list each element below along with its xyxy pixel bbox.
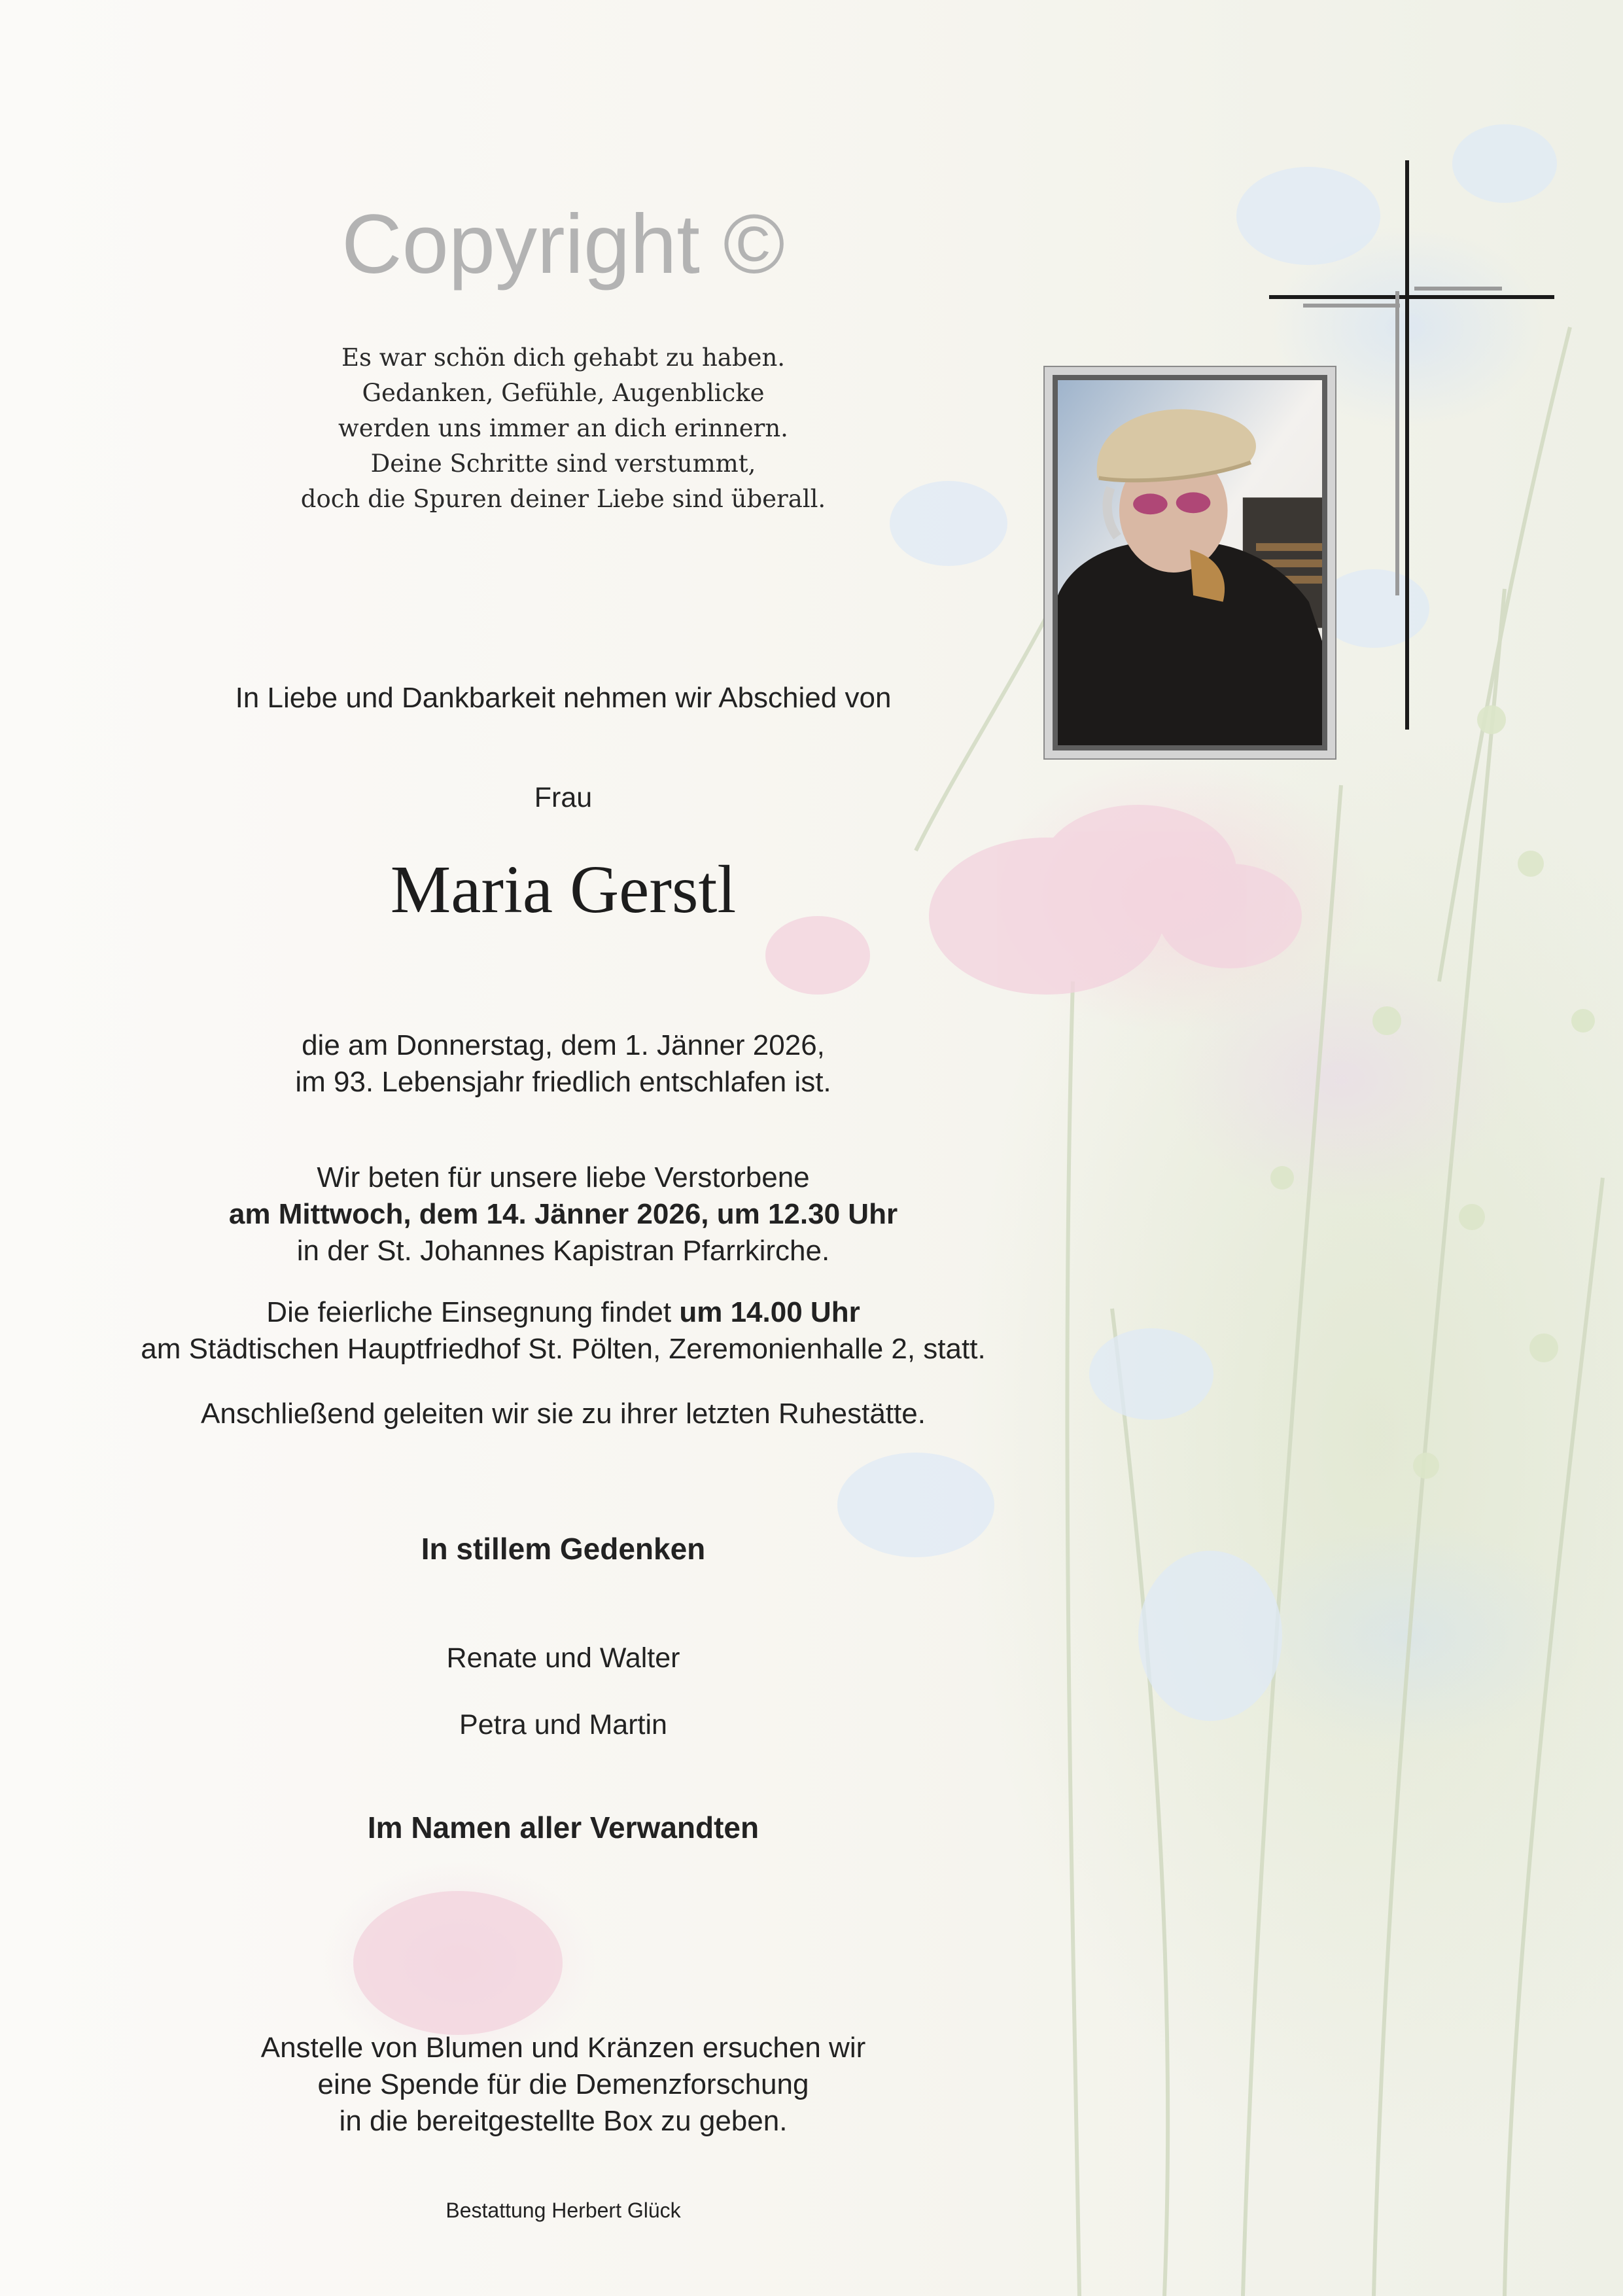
- blessing-time-line: [0, 1294, 1126, 1331]
- relatives-heading: Im Namen aller Verwandten: [367, 1810, 759, 1845]
- poem-line: Deine Schritte sind verstummt,: [370, 450, 756, 478]
- blessing-location: am Städtischen Hauptfriedhof St. Pölten, Zeremonienhalle 2, statt.: [141, 1333, 986, 1365]
- poem-line: Gedanken, Gefühle, Augenblicke: [362, 379, 765, 407]
- undertaker-name: Bestattung Herbert Glück: [445, 2199, 681, 2222]
- prayer-date: am Mittwoch, dem 14. Jänner 2026, um 12.30 Uhr: [228, 1198, 898, 1230]
- prayer-service: [0, 1159, 1126, 1269]
- remembrance-heading: In stillem Gedenken: [421, 1532, 706, 1566]
- poem-line: Es war schön dich gehabt zu haben.: [341, 344, 786, 372]
- farewell-intro: In Liebe und Dankbarkeit nehmen wir Abschied von: [235, 682, 892, 714]
- memorial-poem: [0, 340, 1126, 517]
- blessing-time: um 14.00 Uhr: [679, 1296, 860, 1328]
- poem-line: werden uns immer an dich erinnern.: [338, 414, 788, 442]
- blessing-prefix: Die feierliche Einsegnung findet: [266, 1296, 680, 1328]
- death-line: im 93. Lebensjahr friedlich entschlafen ist.: [295, 1066, 831, 1098]
- donation-line: eine Spende für die Demenzforschung: [317, 2068, 809, 2100]
- poem-line: doch die Spuren deiner Liebe sind überall.: [300, 485, 826, 513]
- donation-line: Anstelle von Blumen und Kränzen ersuchen wir: [260, 2032, 866, 2064]
- mourner-name: Petra und Martin: [459, 1709, 667, 1740]
- copyright-watermark: Copyright ©: [341, 198, 785, 291]
- prayer-line: Wir beten für unsere liebe Verstorbene: [317, 1161, 810, 1193]
- blessing-ceremony: [0, 1294, 1126, 1368]
- donation-line: in die bereitgestellte Box zu geben.: [339, 2105, 788, 2137]
- donation-request: [0, 2030, 1126, 2140]
- prayer-location: in der St. Johannes Kapistran Pfarrkirche.: [296, 1235, 830, 1267]
- deceased-name: Maria Gerstl: [390, 852, 737, 927]
- mourner-name: Renate und Walter: [446, 1642, 680, 1674]
- death-notice: [0, 1027, 1126, 1101]
- memorial-cross-icon: [1269, 160, 1557, 736]
- burial-notice: Anschließend geleiten wir sie zu ihrer letzten Ruhestätte.: [201, 1398, 926, 1430]
- death-line: die am Donnerstag, dem 1. Jänner 2026,: [302, 1029, 825, 1061]
- salutation: Frau: [534, 782, 593, 813]
